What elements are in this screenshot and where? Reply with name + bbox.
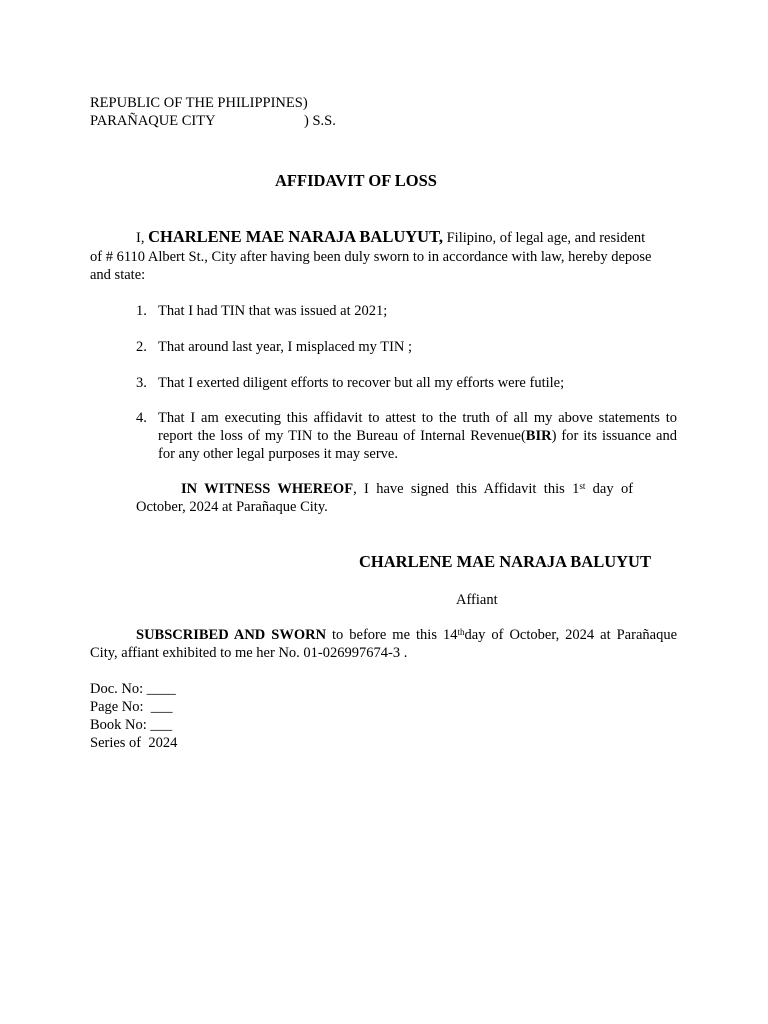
- bir-abbrev: BIR: [525, 428, 552, 444]
- affiant-name-intro: CHARLENE MAE NARAJA BALUYUT,: [148, 227, 443, 246]
- list-item: [136, 302, 677, 320]
- intro-prefix: I,: [136, 230, 149, 246]
- intro-line-2: of # 6110 Albert St., City after having been duly sworn to in accordance with law, hereby depose: [90, 249, 652, 265]
- intro-rest: Filipino, of legal age, and resident: [442, 230, 646, 246]
- witness-sup: st: [579, 481, 586, 491]
- witness-line-1: [136, 480, 633, 498]
- list-text-part: ) for its issuance and for any other legal purposes it may serve.: [158, 428, 677, 462]
- document-title: AFFIDAVIT OF LOSS: [275, 171, 437, 190]
- witness-line-2: October, 2024 at Parañaque City.: [136, 499, 328, 515]
- jurat-sup: th: [457, 627, 465, 637]
- list-number: 3.: [136, 375, 147, 391]
- series-year: Series of 2024: [90, 735, 178, 751]
- intro-line-1: [136, 228, 645, 247]
- list-text: That I exerted diligent efforts to recover but all my efforts were futile;: [158, 375, 565, 391]
- jurat-bold: SUBSCRIBED AND SWORN: [136, 627, 327, 643]
- jurat-line-1: [90, 626, 677, 644]
- jurat-line-2: City, affiant exhibited to me her No. 01-026997674-3 .: [90, 645, 408, 661]
- venue-city: PARAÑAQUE CITY: [90, 113, 216, 129]
- jurat-text: day of October, 2024 at Parañaque: [464, 627, 677, 643]
- affiant-label: Affiant: [456, 592, 498, 608]
- list-item: [136, 374, 677, 392]
- intro-line-3: and state:: [90, 267, 146, 283]
- jurat-paragraph: [90, 626, 677, 662]
- venue-ss: ) S.S.: [304, 113, 336, 129]
- affiant-signature-name: CHARLENE MAE NARAJA BALUYUT: [359, 552, 651, 571]
- list-item: [136, 338, 677, 356]
- list-text-part: That I am executing this affidavit to attest to the truth of all my above statements to report the loss of my TIN to the Bureau of Internal Revenue(: [158, 410, 677, 444]
- witness-paragraph: [136, 480, 633, 516]
- list-text: That I had TIN that was issued at 2021;: [158, 303, 388, 319]
- list-number: 1.: [136, 303, 147, 319]
- jurat-text: to before me this 14: [326, 627, 458, 643]
- witness-text: day of: [585, 481, 634, 497]
- list-item: [136, 409, 677, 463]
- list-text: That around last year, I misplaced my TIN ;: [158, 339, 413, 355]
- list-number: 4.: [136, 410, 147, 426]
- doc-number: Doc. No: ____: [90, 681, 176, 697]
- venue-line-1: REPUBLIC OF THE PHILIPPINES): [90, 95, 308, 111]
- witness-text: , I have signed this Affidavit this 1: [353, 481, 580, 497]
- list-text: [158, 409, 677, 463]
- page-number: Page No: ___: [90, 699, 173, 715]
- list-number: 2.: [136, 339, 147, 355]
- book-number: Book No: ___: [90, 717, 173, 733]
- witness-bold: IN WITNESS WHEREOF: [181, 481, 354, 497]
